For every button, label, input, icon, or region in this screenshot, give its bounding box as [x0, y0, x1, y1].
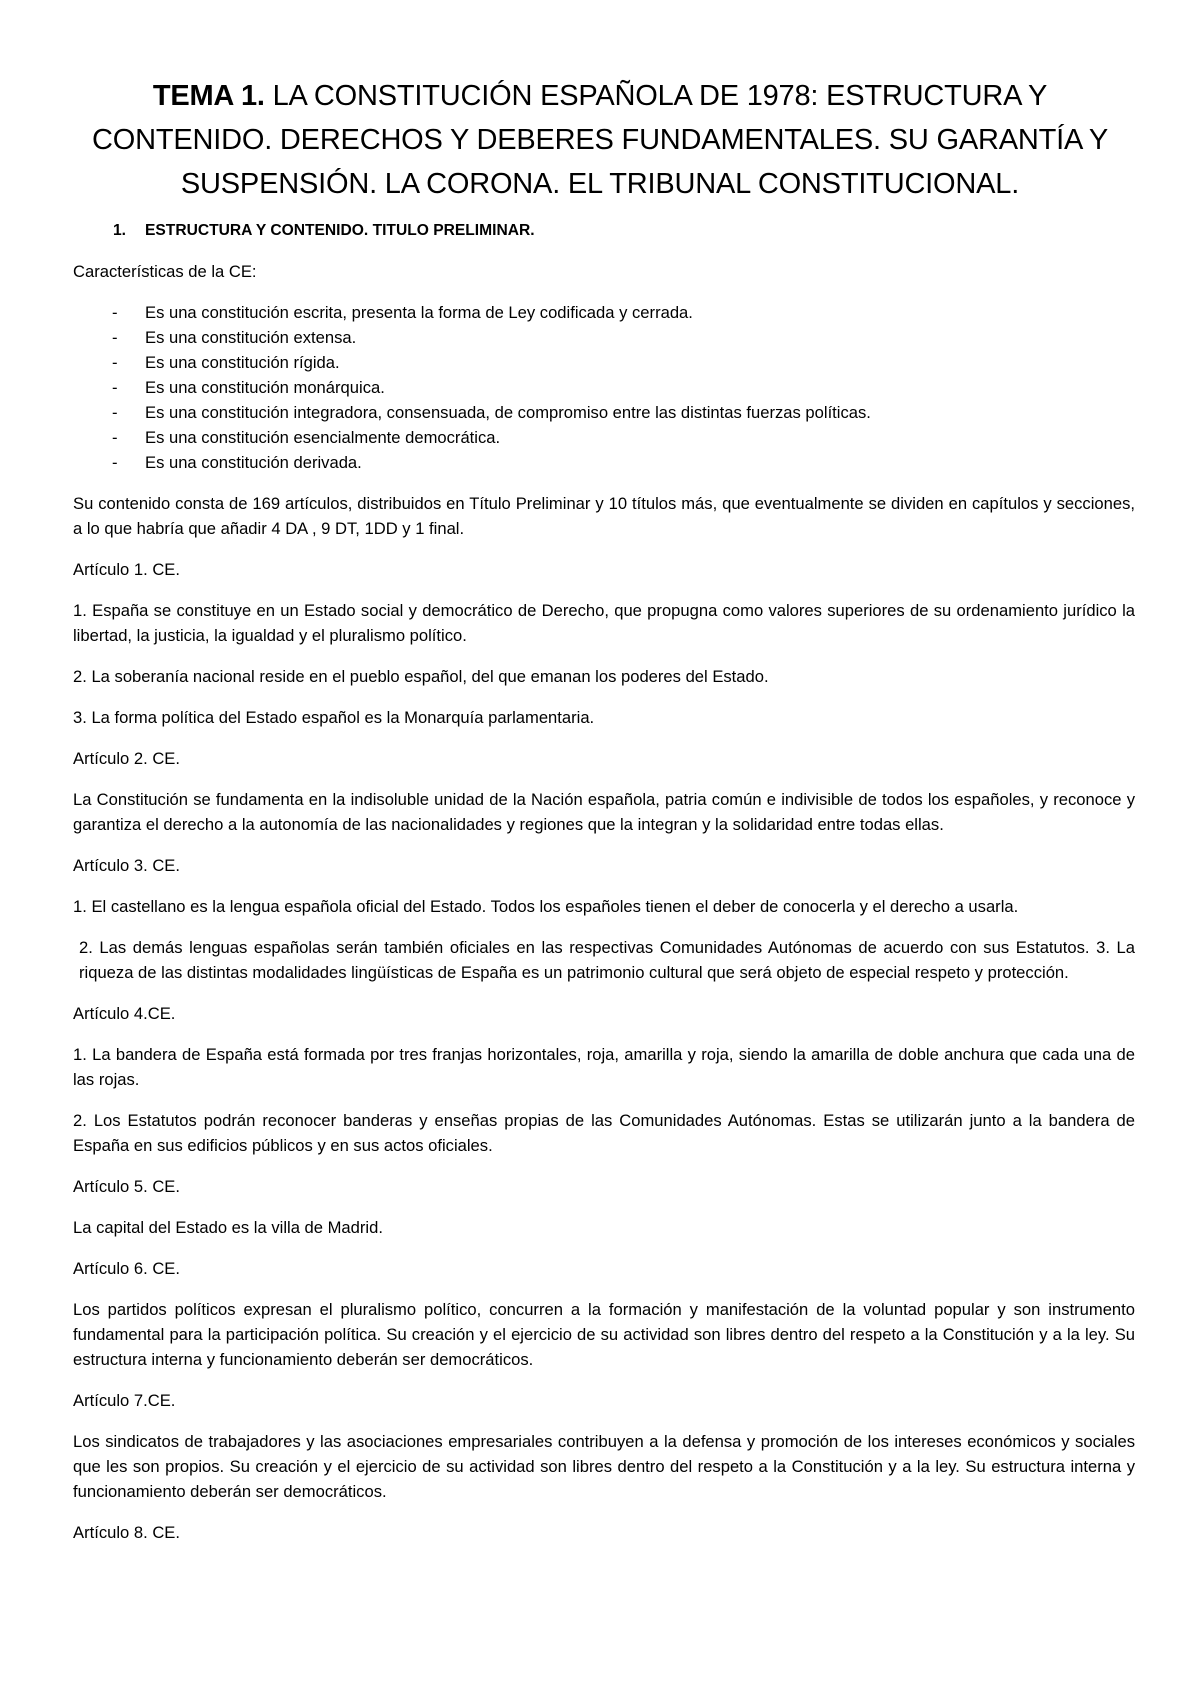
title-bold-prefix: TEMA 1.: [152, 80, 265, 112]
article-1-label: Artículo 1. CE.: [73, 560, 180, 579]
article-3-paragraph-2: 2. Las demás lenguas españolas serán también oficiales en las respectivas Comunidades Autónomas de acuerdo con sus Estatutos. 3. La riqueza de las distintas modalidades lingüísticas de España es un patrimonio cultural que será objeto de especial respeto y protección.: [79, 938, 1135, 982]
list-item: [73, 300, 1135, 325]
article-8-label: Artículo 8. CE.: [73, 1523, 180, 1542]
article-4-paragraph-2: 2. Los Estatutos podrán reconocer banderas y enseñas propias de las Comunidades Autónomas. Estas se utilizarán junto a la bandera de España en sus edificios públicos y en sus actos oficiales.: [73, 1111, 1135, 1155]
section-number: 1.: [113, 222, 127, 239]
list-item: [73, 375, 1135, 400]
list-item-text: Es una constitución escrita, presenta la forma de Ley codificada y cerrada.: [145, 303, 693, 322]
list-item: [73, 425, 1135, 450]
list-item: [73, 400, 1135, 425]
dash-bullet: -: [112, 328, 118, 347]
article-1-paragraph-3: 3. La forma política del Estado español es la Monarquía parlamentaria.: [73, 708, 595, 727]
list-item: [73, 325, 1135, 350]
characteristics-intro: Características de la CE:: [73, 262, 257, 281]
article-3-label: Artículo 3. CE.: [73, 856, 180, 875]
article-4-paragraph-1: 1. La bandera de España está formada por tres franjas horizontales, roja, amarilla y roja, siendo la amarilla de doble anchura que cada una de las rojas.: [73, 1045, 1135, 1089]
list-item: [73, 350, 1135, 375]
article-2-label: Artículo 2. CE.: [73, 749, 180, 768]
article-5-label: Artículo 5. CE.: [73, 1177, 180, 1196]
dash-bullet: -: [112, 378, 118, 397]
article-4-label: Artículo 4.CE.: [73, 1004, 176, 1023]
dash-bullet: -: [112, 403, 118, 422]
dash-bullet: -: [112, 353, 118, 372]
document-body: [73, 218, 1135, 1561]
list-item: [73, 450, 1135, 475]
article-5-paragraph-1: La capital del Estado es la villa de Madrid.: [73, 1218, 383, 1237]
list-item-text: Es una constitución rígida.: [145, 353, 340, 372]
dash-bullet: -: [112, 428, 118, 447]
list-item-text: Es una constitución extensa.: [145, 328, 357, 347]
document-title: [70, 74, 1130, 206]
article-6-label: Artículo 6. CE.: [73, 1259, 180, 1278]
section-heading: [73, 218, 1135, 243]
dash-bullet: -: [112, 303, 118, 322]
section-heading-text: ESTRUCTURA Y CONTENIDO. TITULO PRELIMINAR.: [145, 222, 535, 239]
article-7-paragraph-1: Los sindicatos de trabajadores y las asociaciones empresariales contribuyen a la defensa y promoción de los intereses económicos y sociales que les son propios. Su creación y el ejercicio de su actividad son libres dentro del respeto a la Constitución y a la ley. Su estructura interna y funcionamiento deberán ser democráticos.: [73, 1432, 1135, 1501]
list-item-text: Es una constitución esencialmente democrática.: [145, 428, 501, 447]
dash-bullet: -: [112, 453, 118, 472]
article-1-paragraph-2: 2. La soberanía nacional reside en el pueblo español, del que emanan los poderes del Estado.: [73, 667, 769, 686]
article-6-paragraph-1: Los partidos políticos expresan el pluralismo político, concurren a la formación y manifestación de la voluntad popular y son instrumento fundamental para la participación política. Su creación y el ejercicio de su actividad son libres dentro del respeto a la Constitución y a la ley. Su estructura interna y funcionamiento deberán ser democráticos.: [73, 1300, 1135, 1369]
list-item-text: Es una constitución derivada.: [145, 453, 362, 472]
article-3-paragraph-1: 1. El castellano es la lengua española oficial del Estado. Todos los españoles tienen el deber de conocerla y el derecho a usarla.: [73, 897, 1019, 916]
characteristics-list: [73, 300, 1135, 475]
title-text: LA CONSTITUCIÓN ESPAÑOLA DE 1978: ESTRUCTURA Y CONTENIDO. DERECHOS Y DEBERES FUNDAMENTALES. SU GARANTÍA Y SUSPENSIÓN. LA CORONA. EL TRIBUNAL CONSTITUCIONAL.: [92, 80, 1108, 200]
article-1-paragraph-1: 1. España se constituye en un Estado social y democrático de Derecho, que propugna como valores superiores de su ordenamiento jurídico la libertad, la justicia, la igualdad y el pluralismo político.: [73, 601, 1135, 645]
list-item-text: Es una constitución integradora, consensuada, de compromiso entre las distintas fuerzas políticas.: [145, 403, 871, 422]
list-item-text: Es una constitución monárquica.: [145, 378, 385, 397]
article-2-paragraph-1: La Constitución se fundamenta en la indisoluble unidad de la Nación española, patria común e indivisible de todos los españoles, y reconoce y garantiza el derecho a la autonomía de las nacionalidades y regiones que la integran y la solidaridad entre todas ellas.: [73, 790, 1135, 834]
article-7-label: Artículo 7.CE.: [73, 1391, 176, 1410]
contents-paragraph: Su contenido consta de 169 artículos, distribuidos en Título Preliminar y 10 títulos más, que eventualmente se dividen en capítulos y secciones, a lo que habría que añadir 4 DA , 9 DT, 1DD y 1 final.: [73, 494, 1135, 538]
